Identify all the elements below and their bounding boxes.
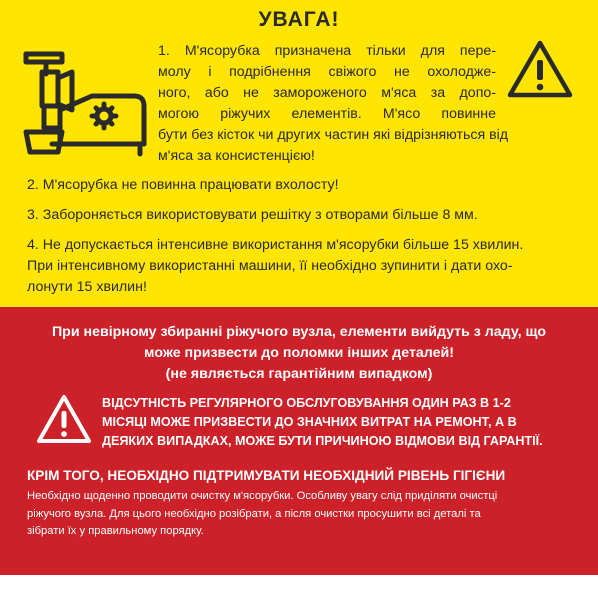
rule-4-intensive-use — [27, 235, 582, 298]
warning-triangle-icon — [36, 394, 92, 444]
hygiene-heading: КРІМ ТОГО, НЕОБХІДНО ПІДТРИМУВАТИ НЕОБХІДНИЙ РІВЕНЬ ГІГІЄНИ — [27, 468, 506, 483]
maintenance-warning-line: МІСЯЦІ МОЖЕ ПРИЗВЕСТИ ДО ЗНАЧНИХ ВИТРАТ НА РЕМОНТ, А В — [102, 415, 517, 429]
rule-1-line: м'яса за консистенцією! — [158, 148, 315, 164]
assembly-warning-line: може призвести до поломки інших деталей! — [144, 345, 454, 361]
hygiene-line: Необхідно щоденно проводити очистку м'ясорубки. Особливу увагу слід приділяти очистці — [27, 490, 498, 502]
rule-1-line: бути без кісток чи других частин які відрізняються від — [158, 127, 509, 143]
rule-1-line: ного, або не замороженого м'яса за допо- — [158, 85, 496, 101]
rule-3-grid-size: 3. Забороняється використовувати решітку з отворами більше 8 мм. — [27, 207, 478, 223]
rule-4-line: При інтенсивному використанні машини, її необхідно зупинити і дати охо- — [27, 258, 513, 274]
hygiene-instructions — [27, 488, 582, 541]
assembly-warning-line: (не являється гарантійним випадком) — [165, 366, 433, 382]
assembly-warning-line: При невірному збиранні ріжучого вузла, елементи вийдуть з ладу, що — [51, 324, 547, 340]
rule-1-line: молу і подрібнення свіжого не охолодже- — [158, 64, 496, 80]
hygiene-line: ріжучого вузла. Для цього необхідно розібрати, а після очистки просушити всі деталі та — [27, 507, 481, 520]
rule-4-line: лонути 15 хвилин! — [27, 279, 147, 295]
maintenance-warning-line: ДЕЯКИХ ВИПАДКАХ, МОЖЕ БУТИ ПРИЧИНОЮ ВІДМОВИ ВІД ГАРАНТІЇ. — [102, 434, 543, 448]
rule-2-no-idle: 2. М'ясорубка не повинна працювати вхолосту! — [27, 177, 339, 193]
assembly-warning — [20, 322, 578, 385]
maintenance-warning — [102, 394, 580, 451]
rule-1-line: 1. М'ясорубка призначена тільки для пере- — [158, 43, 496, 59]
hygiene-line: зібрати їх у правильному порядку. — [27, 525, 204, 537]
rule-1-line: могою ріжучих елементів. М'ясо повинне — [158, 106, 496, 122]
bottom-white-strip — [0, 575, 598, 600]
warning-title: УВАГА! — [258, 8, 340, 31]
rule-1-purpose — [158, 41, 575, 167]
rule-4-line: 4. Не допускається інтенсивне використання м'ясорубки більше 15 хвилин. — [27, 237, 524, 253]
meat-grinder-icon — [22, 48, 152, 160]
maintenance-warning-line: ВІДСУТНІСТЬ РЕГУЛЯРНОГО ОБСЛУГОВУВАННЯ ОДИН РАЗ В 1-2 — [102, 396, 511, 410]
